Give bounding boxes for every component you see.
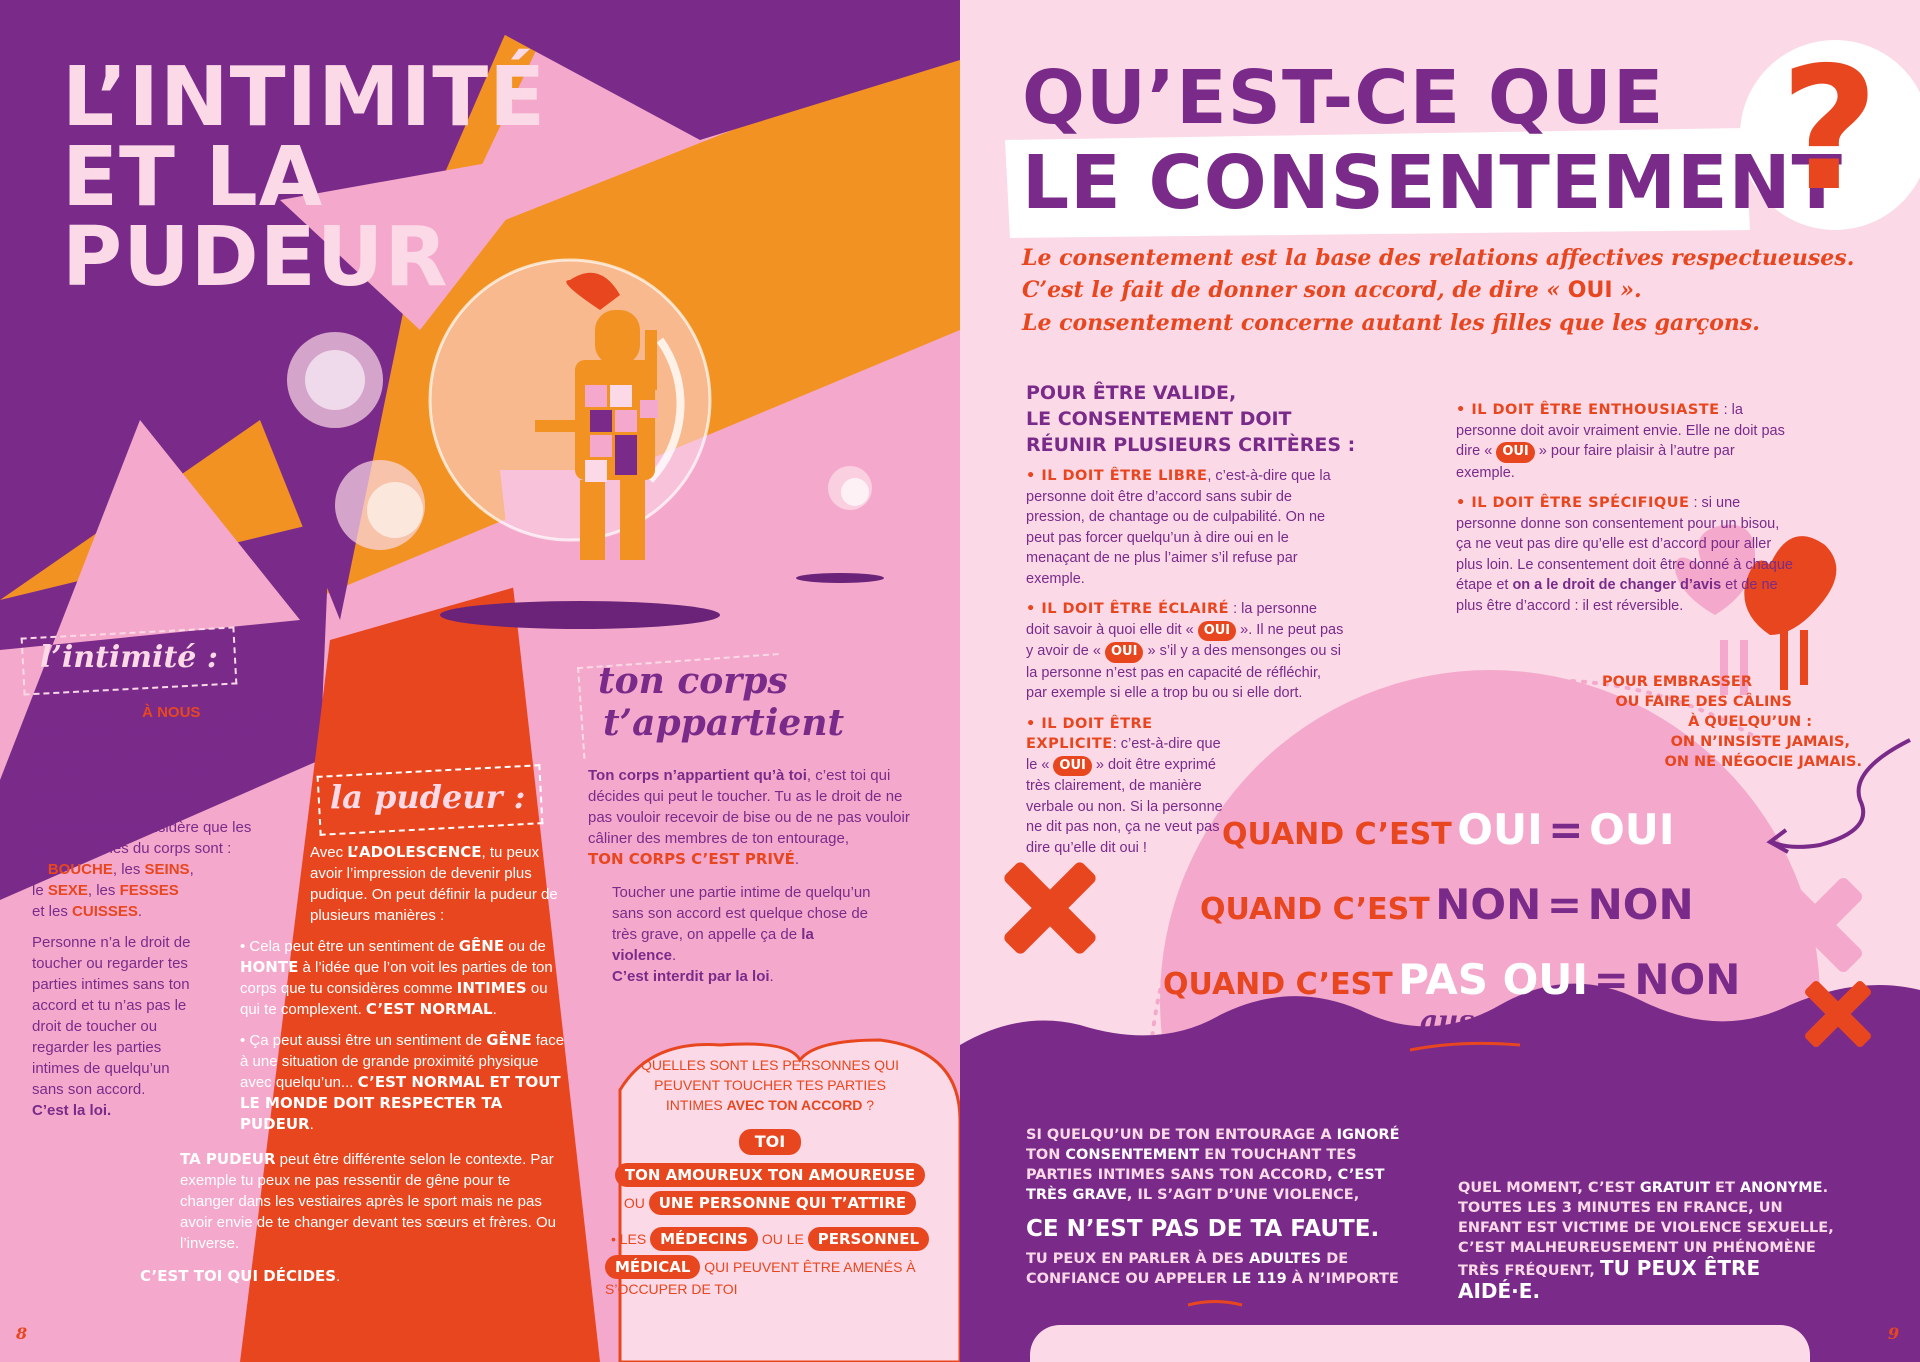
tag-personnel: PERSONNEL <box>808 1227 929 1251</box>
eq2-equals: = <box>1546 880 1583 929</box>
br-t-b: GRATUIT <box>1639 1180 1710 1196</box>
intimite-text: C’est l’espace « À NOUS » dont nous avons besoin pour nous sentir bien, notre bulle. Chaque personne détermine la zone d’intimité dans laquelle elle se sent bien. En général, on considère que les parties intimes du corps sont : la BOUCHE, les SEINS, le SEXE, les FESSES et les CUISSES. Personne n’a le droit de toucher ou regarder tes parties intimes sans ton accord et tu n’as pas le droit de toucher ou regarder les parties intimes de quelqu’un sans son accord. C’est la loi. <box>32 704 283 1119</box>
c5-text-3: et de ne plus être d’accord : il est réversible. <box>1456 577 1778 614</box>
c3-oui: OUI <box>1053 756 1091 777</box>
persons-bubble <box>595 1055 945 1299</box>
corps-p2-a: Toucher une partie intime de quelqu’un sans son accord est quelque chose de très grave, on appelle ça de <box>612 884 871 943</box>
eq-row-non <box>1200 880 1694 929</box>
page-number-left: 8 <box>16 1324 28 1343</box>
corps-heading-line-1: ton corps <box>598 660 788 702</box>
hug-line-1: POUR EMBRASSER <box>1601 674 1752 690</box>
left-title-line-2: ET LA <box>62 130 324 225</box>
pudeur-heading: la pudeur : <box>330 778 526 816</box>
br-end: . <box>1532 1279 1541 1303</box>
part-fesses: FESSES <box>119 882 179 899</box>
corps-text <box>588 765 913 987</box>
eq2-quand: QUAND C’EST <box>1200 892 1430 927</box>
c2-heading: • IL DOIT ÊTRE ÉCLAIRÉ <box>1026 601 1230 617</box>
pudeur-b2-d: C’EST NORMAL ET TOUT LE MONDE DOIT RESPECTER TA PUDEUR <box>240 1073 561 1133</box>
pudeur-p4: C’EST TOI QUI DÉCIDES <box>140 1267 337 1285</box>
br-t-d: ANONYME <box>1739 1180 1823 1196</box>
c2-oui-1: OUI <box>1198 621 1236 642</box>
pudeur-b2-a: • Ça peut aussi être un sentiment de <box>240 1032 487 1049</box>
corps-heading <box>598 660 844 744</box>
c4-text-1: : la personne doit avoir vraiment envie. Elle ne doit pas dire « <box>1456 402 1785 459</box>
corps-p2-b: la violence <box>612 926 814 964</box>
pudeur-b2-e: . <box>309 1116 314 1133</box>
bubble-les: • LES <box>610 1231 647 1247</box>
pudeur-p3-b: peut être différente selon le contexte. Par exemple tu peux ne pas ressentir de gêne pour te changer dans les vestiaires après le sport mais ne pas avoir envie de te changer devant tes sœurs et frères. Ou l’inverse. <box>180 1151 557 1252</box>
intimite-p1-a: C’est l’espace « <box>32 704 143 721</box>
bubble-end: QUI PEUVENT ÊTRE AMENÉS À S’OCCUPER DE TOI <box>605 1259 916 1297</box>
eq1-quand: QUAND C’EST <box>1222 817 1452 852</box>
left-title-line-3: PUDEUR <box>62 210 449 305</box>
pudeur-b1-h: C’EST NORMAL <box>365 1000 493 1018</box>
br-t-c: ET <box>1710 1180 1740 1196</box>
eq3-pas-oui: PAS OUI <box>1398 955 1589 1004</box>
red-cross-icon-left <box>1002 860 1098 956</box>
c2-text-1: : la personne doit savoir à quoi elle dit « <box>1026 601 1317 638</box>
eq3-non: NON <box>1634 955 1741 1004</box>
bubble-oule: OU LE <box>761 1231 804 1247</box>
part-bouche: BOUCHE <box>47 861 113 878</box>
right-title-line-2: LE CONSENTEMENT <box>1022 140 1844 226</box>
bl-t2-d: LE 119 <box>1232 1271 1287 1287</box>
bottom-left-text <box>1026 1125 1426 1289</box>
eq2-non: NON <box>1435 880 1542 929</box>
c4-text-2: » pour faire plaisir à l’autre par exemple. <box>1456 443 1735 481</box>
corps-heading-line-2: t’appartient <box>603 702 845 744</box>
intro-2-c: ». <box>1612 277 1642 303</box>
bl-t1-c: TON <box>1026 1147 1066 1163</box>
eq2-non-2: NON <box>1587 880 1694 929</box>
hug-line-4: ON N’INSISTE JAMAIS, <box>1670 734 1850 750</box>
intro-2-b: OUI <box>1567 278 1613 303</box>
pudeur-p4-end: . <box>336 1268 341 1285</box>
c3-text-2: » doit être exprimé très clairement, de manière verbale ou non. Si la personne ne dit pas non, ça ne veut pas dire qu’elle dit oui ! <box>1026 756 1223 856</box>
corps-p1-c: TON CORPS C’EST PRIVÉ <box>588 850 795 868</box>
bl-t1-f: C’EST TRÈS GRAVE <box>1026 1167 1385 1203</box>
tag-medecins: MÉDECINS <box>650 1227 758 1251</box>
c1-text: , c’est-à-dire que la personne doit être d’accord sans subir de pression, de chantage ou de culpabilité. On ne peut pas forcer quelqu’un à dire oui en le menaçant de ne plus l’aimer s’il refuse par exemple. <box>1026 468 1331 587</box>
bl-t1-g: , IL S’AGIT D’UNE VIOLENCE, <box>1126 1187 1360 1203</box>
part-seins: SEINS <box>144 861 190 878</box>
c5-heading: • IL DOIT ÊTRE SPÉCIFIQUE <box>1456 495 1690 511</box>
br-big: TU PEUX ÊTRE AIDÉ·E <box>1458 1256 1761 1303</box>
intro-text <box>1022 242 1882 339</box>
criteria-title-1: POUR ÊTRE VALIDE, <box>1026 382 1237 404</box>
bubble-q-a: QUELLES SONT LES PERSONNES QUI PEUVENT TOUCHER TES PARTIES INTIMES <box>640 1057 900 1113</box>
bl-t2-b: ADULTES <box>1249 1251 1322 1267</box>
intimite-p3: Personne n’a le droit de toucher ou regarder tes parties intimes sans ton accord et tu n’as pas le droit de toucher ou regarder les parties intimes de quelqu’un sans son accord. <box>32 934 191 1098</box>
pudeur-b2-b: GÊNE <box>486 1031 532 1049</box>
bubble-q-b: AVEC TON ACCORD <box>726 1097 863 1113</box>
bl-t1-d: CONSENTEMENT <box>1065 1147 1200 1163</box>
c5-text-2: on a le droit de changer d’avis <box>1512 577 1722 593</box>
corps-p1-d: . <box>794 851 800 868</box>
br-t-a: QUEL MOMENT, C’EST <box>1458 1180 1640 1196</box>
hug-line-5: ON NE NÉGOCIE JAMAIS. <box>1664 754 1862 770</box>
intimite-p3-end: C’est la loi. <box>32 1102 112 1119</box>
intimite-p2-les2: , les <box>87 882 120 899</box>
eq3-equals: = <box>1593 955 1629 1004</box>
corps-p2-c: . <box>672 947 677 964</box>
bl-big: CE N’EST PAS DE TA FAUTE. <box>1026 1216 1380 1242</box>
bl-t2-c: DE CONFIANCE OU APPELER <box>1026 1251 1349 1287</box>
c1-heading: • IL DOIT ÊTRE LIBRE <box>1026 468 1208 484</box>
bl-t1-a: SI QUELQU’UN DE TON ENTOURAGE A <box>1026 1127 1337 1143</box>
intro-line-1: Le consentement est la base des relations affectives respectueuses. <box>1022 245 1855 271</box>
pudeur-b1-d: HONTE <box>240 958 299 976</box>
tag-medical: MÉDICAL <box>605 1255 700 1279</box>
eq-row-pas-oui <box>1163 955 1740 1004</box>
right-title-line-1: QU’EST-CE QUE <box>1022 55 1665 141</box>
bottom-right-text <box>1458 1178 1848 1304</box>
intimite-p2-et: et les <box>32 903 73 920</box>
intimite-heading: l’intimité : <box>40 640 218 675</box>
bl-t2-a: TU PEUX EN PARLER À DES <box>1026 1251 1250 1267</box>
c4-heading: • IL DOIT ÊTRE ENTHOUSIASTE <box>1456 402 1720 418</box>
criteria-title-3: RÉUNIR PLUSIEURS CRITÈRES : <box>1026 434 1356 456</box>
tag-attire: UNE PERSONNE QUI T’ATTIRE <box>649 1191 916 1215</box>
criteria-title-2: LE CONSENTEMENT DOIT <box>1026 408 1292 430</box>
br-t-e: . TOUTES LES 3 MINUTES EN FRANCE, UN ENFANT EST VICTIME DE VIOLENCE SEXUELLE, C’EST MALHEUREUSEMENT UN PHÉNOMÈNE TRÈS FRÉQUENT, <box>1458 1180 1834 1279</box>
intimite-p2-le: le <box>32 882 48 899</box>
corps-p1-a: Ton corps n’appartient qu’à toi <box>588 767 807 784</box>
intimite-p1-e: . Chaque personne détermine la zone d’intimité dans laquelle elle se sent bien. <box>32 746 252 805</box>
intimite-p1-c: » dont nous avons besoin pour nous sentir bien, <box>32 704 283 742</box>
question-mark-icon: ? <box>1780 31 1879 229</box>
intimite-p1-d: notre bulle <box>32 746 109 763</box>
corps-p2-e: . <box>769 968 774 985</box>
corps-p1-b: , c’est toi qui décides qui peut le toucher. Tu as le droit de ne pas vouloir recevoir de bise ou de ne pas vouloir câliner des membres de ton entourage, <box>588 767 910 847</box>
tag-amoureux: TON AMOUREUX TON AMOUREUSE <box>615 1163 925 1187</box>
pudeur-b1-i: . <box>492 1001 497 1018</box>
pudeur-p1-a: Avec <box>310 844 348 861</box>
criteria-title <box>1026 380 1355 458</box>
part-cuisses: CUISSES <box>72 903 138 920</box>
tag-toi: TOI <box>739 1129 801 1155</box>
pudeur-b1-f: INTIMES <box>456 979 527 997</box>
eq-aussi: aussi <box>1420 1004 1501 1037</box>
pudeur-b1-g: ou qui te complexent. <box>240 980 548 1018</box>
part-sexe: SEXE <box>47 882 88 899</box>
corps-p2-d: C’est interdit par la loi <box>612 968 770 985</box>
eq-row-oui <box>1222 805 1675 854</box>
intimite-p2-la: la <box>32 861 48 878</box>
intro-line-3: Le consentement concerne autant les filles que les garçons. <box>1022 310 1760 336</box>
intro-line-2 <box>1022 274 1882 307</box>
left-title-line-1: L’INTIMITÉ <box>62 50 547 145</box>
c3-text-1: : c’est-à-dire que le « <box>1026 736 1221 773</box>
bubble-ou: OU <box>623 1195 645 1211</box>
eq3-quand: QUAND C’EST <box>1163 967 1393 1002</box>
criteria-col-left <box>1026 466 1344 858</box>
pudeur-p1-c: , tu peux avoir l’impression de devenir plus pudique. On peut définir la pudeur de plusieurs manières : <box>310 844 558 924</box>
c2-oui-2: OUI <box>1105 642 1143 663</box>
hug-text <box>1490 672 1862 772</box>
bubble-q-c: ? <box>862 1097 875 1113</box>
pudeur-b2-c: face à une situation de grande proximité physique avec quelqu’un... <box>240 1032 565 1091</box>
intimite-p2-a: En général, on considère que les parties intimes du corps sont : <box>32 819 252 857</box>
c5-text-1: : si une personne donne son consentement pour un bisou, ça ne veut pas dire qu’elle est d’accord pour aller plus loin. Le consentement doit être donné à chaque étape et <box>1456 495 1793 593</box>
bl-t2-e: À N’IMPORTE <box>1286 1271 1399 1287</box>
pudeur-p1-b: L’ADOLESCENCE <box>347 843 482 861</box>
c2-text-3: » s’il y a des mensonges ou si la personne n’est pas en capacité de réfléchir, par exemple si elle a trop bu ou si elle dort. <box>1026 643 1341 701</box>
intro-2-a: C’est le fait de donner son accord, de dire « <box>1022 277 1568 303</box>
criteria-col-right <box>1456 400 1796 616</box>
c3-heading: • IL DOIT ÊTRE EXPLICITE <box>1026 715 1153 752</box>
bl-t1-b: IGNORÉ <box>1336 1127 1400 1143</box>
left-title <box>62 50 547 305</box>
c4-oui: OUI <box>1496 442 1534 463</box>
pudeur-b1-a: • Cela peut être un sentiment de <box>240 938 459 955</box>
c2-text-2: ». Il ne peut pas y avoir de « <box>1026 621 1344 659</box>
right-page <box>960 0 1920 1362</box>
pudeur-p3-a: TA PUDEUR <box>180 1150 276 1168</box>
eq1-equals: = <box>1548 805 1584 854</box>
eq1-oui-2: OUI <box>1589 805 1675 854</box>
intimite-p1-b: À NOUS <box>142 704 201 721</box>
hug-line-2: OU FAIRE DES CÂLINS <box>1615 694 1792 710</box>
intimite-p2-les1: , les <box>112 861 145 878</box>
bl-t1-e: EN TOUCHANT TES PARTIES INTIMES SANS TON ACCORD, <box>1026 1147 1357 1183</box>
hug-line-3: À QUELQU’UN : <box>1688 714 1812 730</box>
pudeur-b1-b: GÊNE <box>458 937 505 955</box>
eq1-oui: OUI <box>1457 805 1543 854</box>
page-number-right: 9 <box>1888 1324 1900 1343</box>
pudeur-b1-c: ou de <box>504 938 546 955</box>
pudeur-b1-e: à l’idée que l’on voit les parties de ton corps que tu considères comme <box>240 959 553 997</box>
